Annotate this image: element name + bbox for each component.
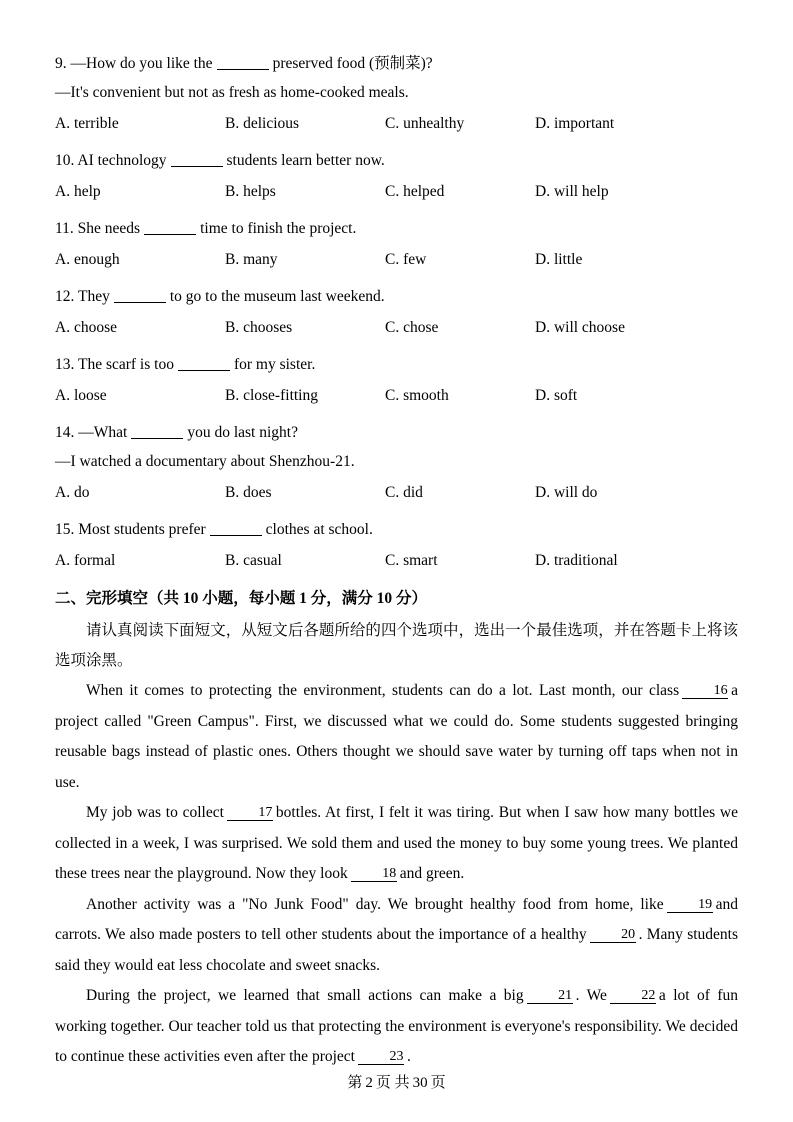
question-11 <box>55 213 738 275</box>
question-12-options <box>55 312 738 343</box>
cloze-p4-a: During the project, we learned that small actions can make a big <box>86 987 524 1004</box>
cloze-p2-a: My job was to collect <box>86 804 224 821</box>
option-d[interactable]: D. soft <box>535 387 578 404</box>
option-b[interactable]: B. close-fitting <box>225 387 318 404</box>
question-15-options <box>55 545 738 576</box>
cloze-blank-21[interactable]: 21 <box>527 989 573 1004</box>
question-15 <box>55 514 738 576</box>
question-15-stem-post: clothes at school. <box>265 521 373 538</box>
question-13-options <box>55 380 738 411</box>
question-11-stem-pre: 11. She needs <box>55 220 141 237</box>
question-9-options <box>55 108 738 139</box>
option-b[interactable]: B. does <box>225 484 272 501</box>
question-12-stem <box>55 281 738 312</box>
question-11-stem-post: time to finish the project. <box>200 220 357 237</box>
option-a[interactable]: A. do <box>55 484 90 501</box>
fill-blank <box>114 287 166 303</box>
option-a[interactable]: A. choose <box>55 319 117 336</box>
question-14-stem2: —I watched a documentary about Shenzhou-21. <box>55 453 355 470</box>
question-10-stem <box>55 145 738 176</box>
option-a[interactable]: A. enough <box>55 251 120 268</box>
option-a[interactable]: A. formal <box>55 552 116 569</box>
option-c[interactable]: C. did <box>385 484 423 501</box>
question-10-stem-pre: 10. AI technology <box>55 152 167 169</box>
question-13-stem <box>55 349 738 380</box>
cloze-blank-19[interactable]: 19 <box>667 898 713 913</box>
option-b[interactable]: B. helps <box>225 183 276 200</box>
option-c[interactable]: C. helped <box>385 183 445 200</box>
cloze-p4-c: a lot of fun working together. Our teacher told us that protecting the environment is everyone's responsibility. We decided to continue these activities even after the project <box>55 987 738 1065</box>
page-footer <box>0 1071 793 1092</box>
option-d[interactable]: D. important <box>535 115 615 132</box>
fill-blank <box>178 355 230 371</box>
footer-page-number: 2 <box>365 1075 373 1091</box>
question-12-stem-post: to go to the museum last weekend. <box>169 288 385 305</box>
cloze-blank-23[interactable]: 23 <box>358 1050 404 1065</box>
footer-suffix: 页 <box>430 1075 446 1091</box>
option-c[interactable]: C. smart <box>385 552 438 569</box>
cloze-p2-c: and green. <box>399 865 465 882</box>
option-b[interactable]: B. casual <box>225 552 282 569</box>
cloze-blank-20[interactable]: 20 <box>590 928 636 943</box>
question-9-stem <box>55 48 738 79</box>
cloze-blank-18[interactable]: 18 <box>351 867 397 882</box>
question-9-stem-pre: 9. —How do you like the <box>55 55 213 72</box>
cloze-p1-a: When it comes to protecting the environment, students can do a lot. Last month, our class <box>86 682 680 699</box>
question-12 <box>55 281 738 343</box>
cloze-paragraph-2 <box>55 798 738 890</box>
cloze-blank-17[interactable]: 17 <box>227 806 273 821</box>
question-14-options <box>55 477 738 508</box>
question-10-options <box>55 176 738 207</box>
option-b[interactable]: B. delicious <box>225 115 300 132</box>
cloze-p3-a: Another activity was a "No Junk Food" day. We brought healthy food from home, like <box>86 895 664 913</box>
option-d[interactable]: D. will choose <box>535 319 625 336</box>
footer-prefix: 第 <box>347 1075 363 1091</box>
question-13 <box>55 349 738 411</box>
cloze-p1-b: a project called "Green Campus". First, we discussed what we could do. Some students suggested bringing reusable bags instead of plastic ones. Others thought we should save water by turning off taps when not in use. <box>55 682 738 791</box>
cloze-p3-b: and carrots. We also made posters to tell other students about the importance of a healthy <box>55 895 738 943</box>
cloze-blank-16[interactable]: 16 <box>682 684 728 699</box>
option-b[interactable]: B. chooses <box>225 319 293 336</box>
question-11-options <box>55 244 738 275</box>
option-d[interactable]: D. will help <box>535 183 609 200</box>
question-9 <box>55 48 738 139</box>
option-d[interactable]: D. traditional <box>535 552 618 569</box>
question-15-stem <box>55 514 738 545</box>
question-9-stem-post: preserved food (预制菜)? <box>272 55 433 72</box>
option-b[interactable]: B. many <box>225 251 278 268</box>
question-14 <box>55 417 738 508</box>
footer-total-pages: 30 <box>412 1075 428 1091</box>
cloze-paragraph-4 <box>55 981 738 1073</box>
option-c[interactable]: C. chose <box>385 319 439 336</box>
cloze-p2-b: bottles. At first, I felt it was tiring. But when I saw how many bottles we collected in a week, I was surprised. We sold them and used the money to buy some young trees. We planted these trees near the playground. Now they look <box>55 804 739 882</box>
question-13-stem-post: for my sister. <box>233 356 316 373</box>
cloze-p4-d: . <box>406 1048 411 1065</box>
option-c[interactable]: C. unhealthy <box>385 115 465 132</box>
option-d[interactable]: D. will do <box>535 484 598 501</box>
option-d[interactable]: D. little <box>535 251 583 268</box>
cloze-paragraph-3 <box>55 890 738 982</box>
section-title: 二、完形填空（共 10 小题，每小题 1 分，满分 10 分） <box>55 590 428 607</box>
fill-blank <box>171 151 223 167</box>
fill-blank <box>210 520 262 536</box>
question-13-stem-pre: 13. The scarf is too <box>55 356 174 373</box>
question-10 <box>55 145 738 207</box>
option-a[interactable]: A. help <box>55 183 101 200</box>
option-c[interactable]: C. smooth <box>385 387 449 404</box>
fill-blank <box>144 219 196 235</box>
fill-blank <box>131 423 183 439</box>
cloze-blank-22[interactable]: 22 <box>610 989 656 1004</box>
question-14-stem-pre: 14. —What <box>55 424 128 441</box>
option-a[interactable]: A. terrible <box>55 115 119 132</box>
footer-mid: 页 共 <box>375 1075 410 1091</box>
question-15-stem-pre: 15. Most students prefer <box>55 521 206 538</box>
question-11-stem <box>55 213 738 244</box>
question-9-stem2: —It's convenient but not as fresh as home-cooked meals. <box>55 84 409 101</box>
cloze-paragraph-1 <box>55 676 738 798</box>
question-12-stem-pre: 12. They <box>55 288 110 305</box>
option-c[interactable]: C. few <box>385 251 427 268</box>
section-instruction: 请认真阅读下面短文，从短文后各题所给的四个选项中，选出一个最佳选项，并在答题卡上将该选项涂黑。 <box>55 622 738 669</box>
question-14-stem <box>55 417 738 448</box>
option-a[interactable]: A. loose <box>55 387 107 404</box>
fill-blank <box>217 54 269 70</box>
question-14-stem-post: you do last night? <box>187 424 298 441</box>
cloze-p3-c: . Many students said they would eat less chocolate and sweet snacks. <box>55 926 739 974</box>
cloze-p4-b: . We <box>575 987 607 1004</box>
question-10-stem-post: students learn better now. <box>226 152 385 169</box>
